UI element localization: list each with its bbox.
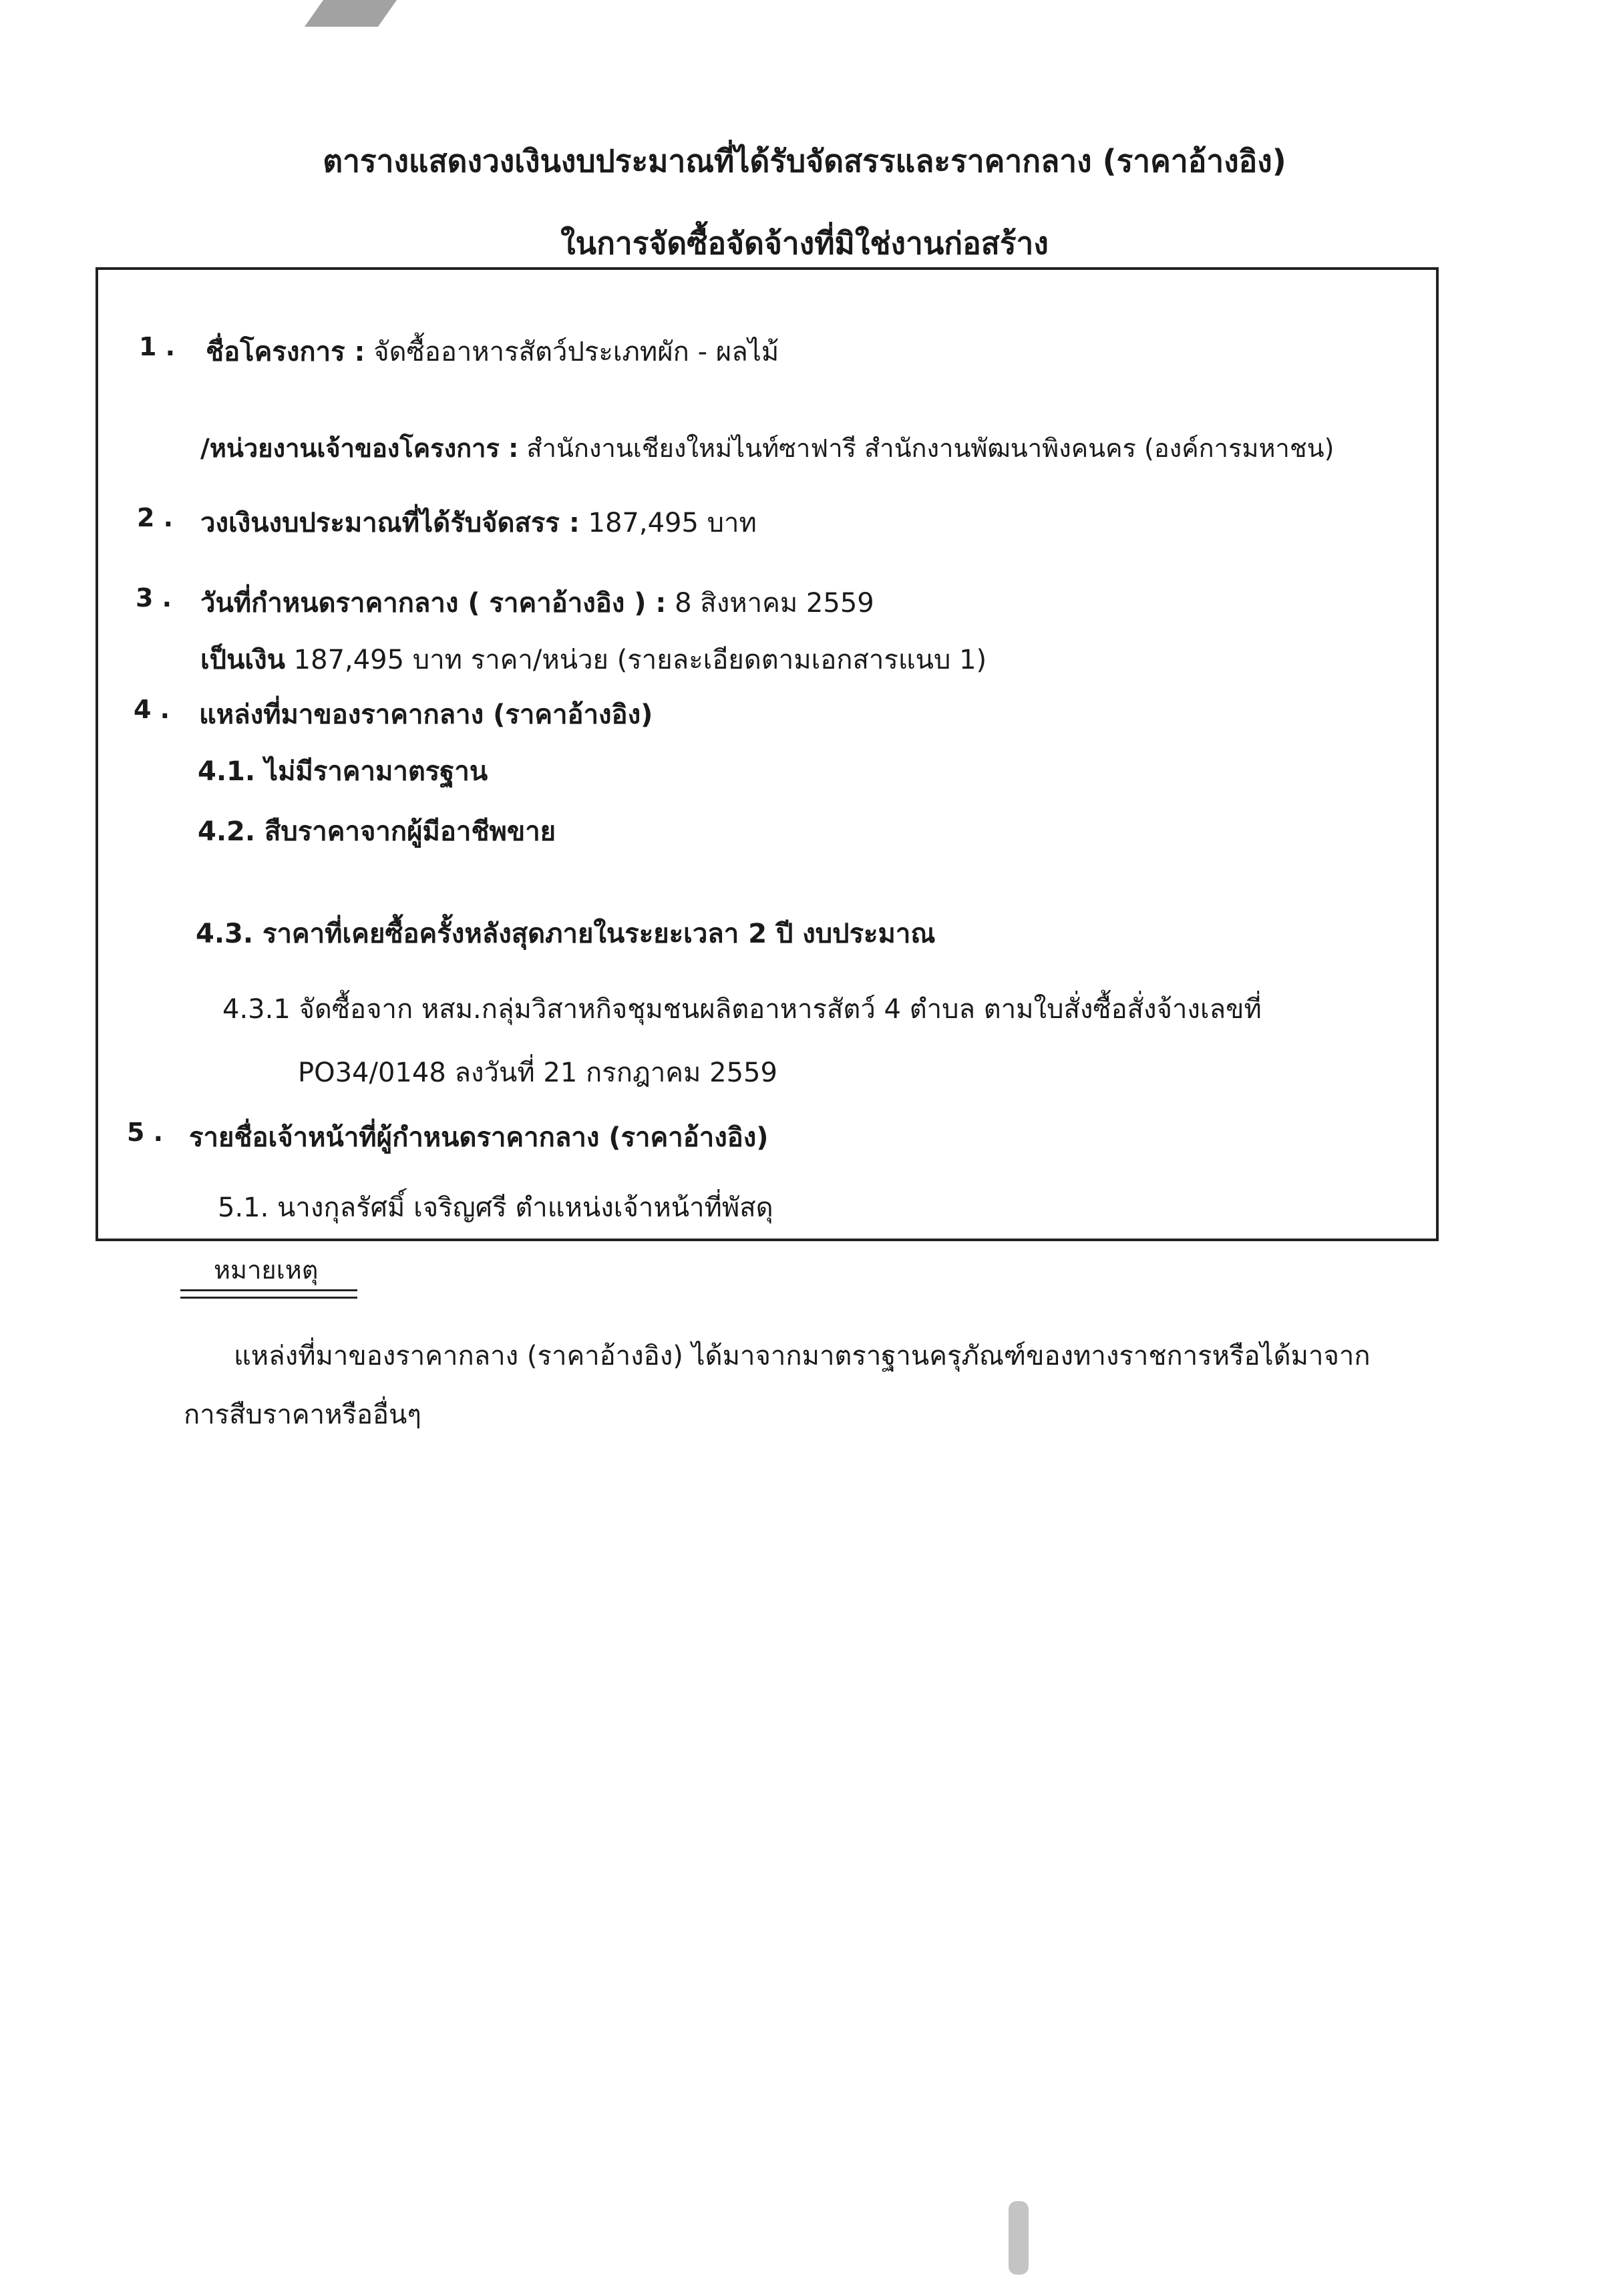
project-name-label: ชื่อโครงการ : (206, 337, 365, 367)
item-1-number: 1 . (139, 332, 176, 361)
note-line-1: แหล่งที่มาของราคากลาง (ราคาอ้างอิง) ได้มาจากมาตราฐานครุภัณฑ์ของทางราชการหรือได้มาจาก (234, 1341, 1371, 1371)
price-source-4-3-1-line1: 4.3.1 จัดซื้อจาก หสม.กลุ่มวิสาหกิจชุมชนผลิตอาหารสัตว์ 4 ตำบล ตามใบสั่งซื้อสั่งจ้างเลขที่ (222, 994, 1262, 1025)
scan-artifact-top (305, 0, 397, 27)
note-heading: หมายเหตุ (214, 1255, 319, 1285)
page-subtitle: ในการจัดซื้อจัดจ้างที่มิใช่งานก่อสร้าง (560, 225, 1049, 261)
amount-value: 187,495 บาท ราคา/หน่วย (รายละเอียดตามเอกสารแนบ 1) (293, 645, 987, 675)
reference-date-label: วันที่กำหนดราคากลาง ( ราคาอ้างอิง ) : (200, 588, 667, 619)
agency-label: /หน่วยงานเจ้าของโครงการ : (200, 434, 519, 463)
note-underline (180, 1289, 357, 1299)
price-source-4-3-1-line2: PO34/0148 ลงวันที่ 21 กรกฎาคม 2559 (298, 1057, 777, 1088)
scan-artifact-bottom (1009, 2201, 1029, 2275)
price-source-4-2: 4.2. สืบราคาจากผู้มีอาชีพขาย (198, 816, 556, 847)
project-name-value: จัดซื้ออาหารสัตว์ประเภทผัก - ผลไม้ (373, 337, 779, 367)
budget-label: วงเงินงบประมาณที่ได้รับจัดสรร : (200, 508, 580, 538)
item-3-row (200, 581, 874, 624)
budget-value: 187,495 บาท (588, 508, 757, 538)
item-4-number: 4 . (134, 695, 170, 724)
amount-label: เป็นเงิน (200, 645, 285, 675)
agency-row (200, 428, 1334, 468)
item-5-number: 5 . (127, 1118, 164, 1147)
price-source-4-1: 4.1. ไม่มีราคามาตรฐาน (198, 756, 488, 787)
item-1-row (206, 330, 779, 373)
note-line-2: การสืบราคาหรืออื่นๆ (184, 1400, 421, 1430)
item-2-row (200, 501, 757, 544)
price-source-label: แหล่งที่มาของราคากลาง (ราคาอ้างอิง) (199, 699, 653, 730)
officer-list-label: รายชื่อเจ้าหน้าที่ผู้กำหนดราคากลาง (ราคาอ้างอิง) (189, 1122, 769, 1153)
price-source-4-3: 4.3. ราคาที่เคยซื้อครั้งหลังสุดภายในระยะเวลา 2 ปี งบประมาณ (196, 919, 936, 949)
amount-row (200, 638, 987, 681)
officer-5-1: 5.1. นางกุลรัศมิ์ เจริญศรี ตำแหน่งเจ้าหน้าที่พัสดุ (218, 1192, 773, 1223)
item-3-number: 3 . (136, 583, 172, 613)
agency-value: สำนักงานเชียงใหม่ไนท์ซาฟารี สำนักงานพัฒนาพิงคนคร (องค์การมหาชน) (526, 434, 1334, 463)
item-2-number: 2 . (137, 503, 174, 532)
page-title: ตารางแสดงวงเงินงบประมาณที่ได้รับจัดสรรและราคากลาง (ราคาอ้างอิง) (323, 143, 1286, 179)
reference-date-value: 8 สิงหาคม 2559 (675, 588, 874, 619)
